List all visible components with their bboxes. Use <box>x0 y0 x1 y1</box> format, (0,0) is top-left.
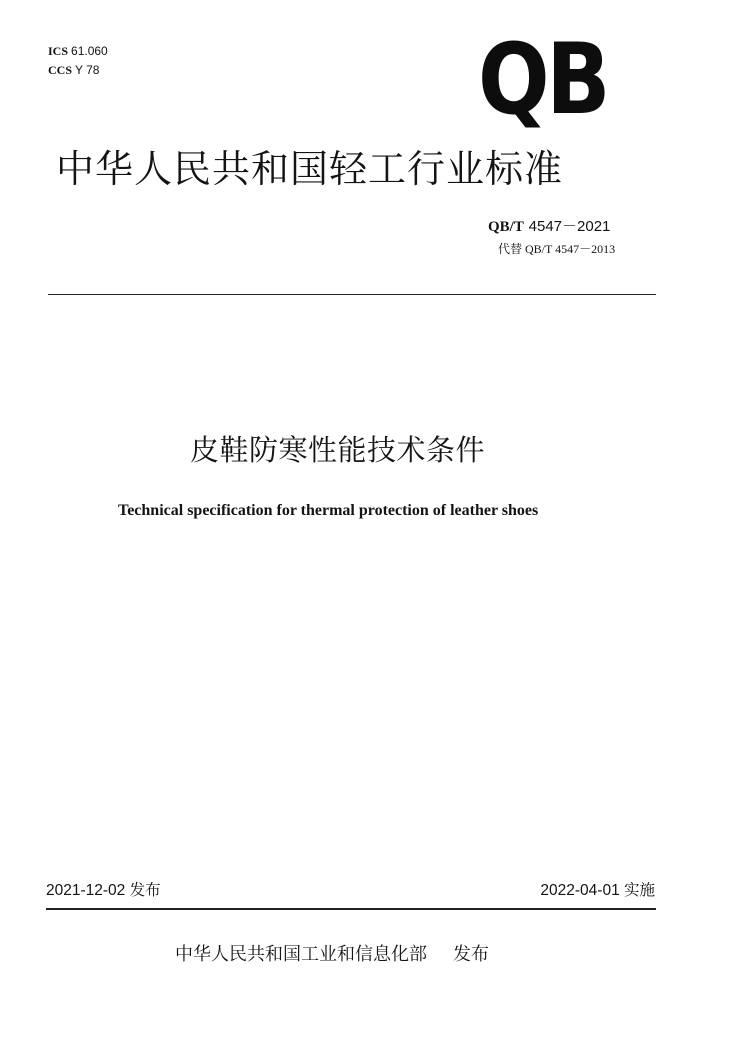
implementation-date: 2022-04-01 实施 <box>540 882 655 899</box>
standard-number <box>488 216 610 237</box>
ics-label: ICS <box>48 44 69 58</box>
header-divider <box>48 294 656 295</box>
ics-code: 61.060 <box>71 44 108 58</box>
publisher-line <box>175 942 489 968</box>
publisher-action: 发布 <box>453 944 489 965</box>
issue-date: 2021-12-02 发布 <box>46 882 161 899</box>
publisher-name: 中华人民共和国工业和信息化部 <box>175 944 427 965</box>
standard-number-rest: 4547－2021 <box>528 218 611 235</box>
ccs-label: CCS <box>48 63 73 77</box>
organization-title: 中华人民共和国轻工行业标准 <box>56 147 564 191</box>
classification-codes <box>48 42 108 80</box>
standard-number-prefix: QB/T <box>488 219 524 235</box>
ics-line <box>48 42 108 61</box>
qb-logo: QB <box>478 23 608 137</box>
replaces-standard: 代替 QB/T 4547－2013 <box>498 242 616 256</box>
ccs-code: Y 78 <box>75 63 100 77</box>
chinese-title: 皮鞋防寒性能技术条件 <box>190 433 486 467</box>
english-title: Technical specification for thermal protection of leather shoes <box>118 502 539 519</box>
footer-divider <box>46 908 656 910</box>
ccs-line <box>48 61 108 80</box>
